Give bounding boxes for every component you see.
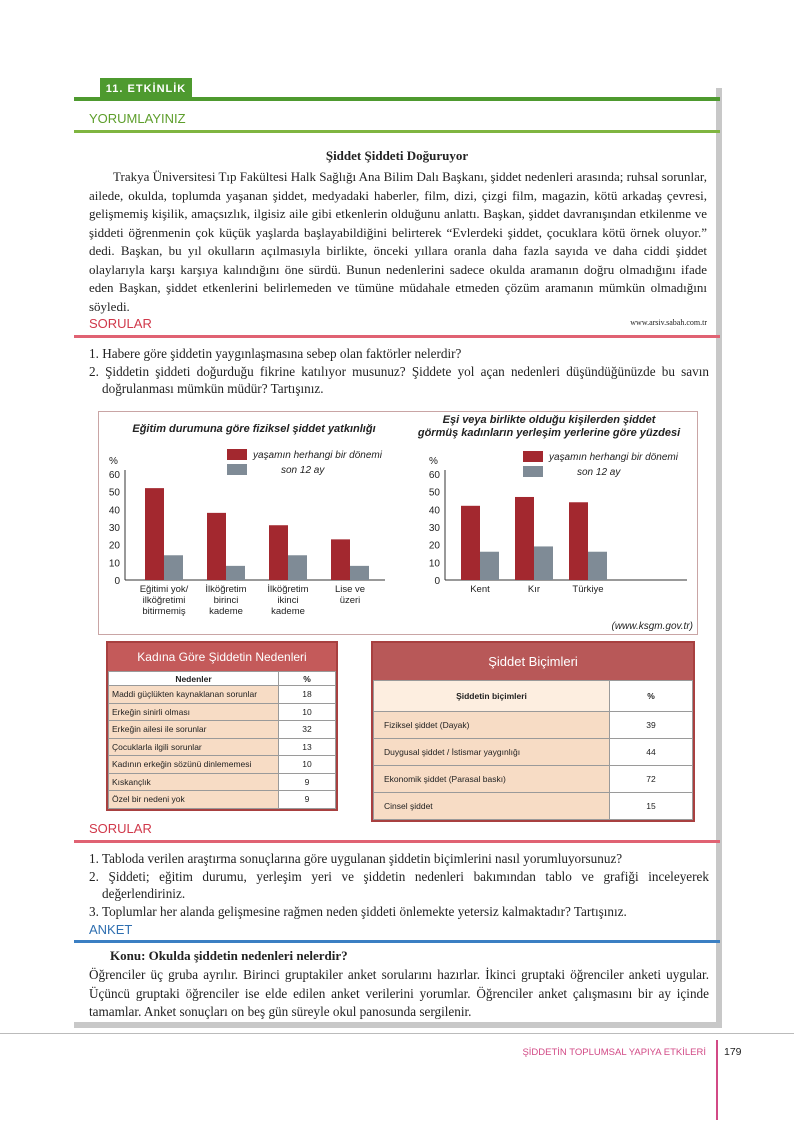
bar bbox=[350, 566, 369, 580]
cause-value: 9 bbox=[279, 791, 336, 809]
table-row bbox=[374, 739, 693, 766]
x-tick-label: Eğitimi yok/ bbox=[139, 584, 189, 595]
section-questions-1-rule bbox=[74, 335, 720, 338]
table-row bbox=[109, 791, 336, 809]
cause-value: 32 bbox=[279, 721, 336, 739]
form-value: 39 bbox=[610, 712, 693, 739]
cause-value: 10 bbox=[279, 703, 336, 721]
section-interpret-rule bbox=[74, 130, 720, 133]
bar bbox=[515, 497, 534, 580]
cause-value: 18 bbox=[279, 686, 336, 704]
question-list-1 bbox=[89, 345, 709, 398]
legend-label: yaşamın herhangi bir dönemi bbox=[549, 452, 678, 463]
x-tick-label: Lise ve bbox=[334, 584, 366, 595]
bar bbox=[226, 566, 245, 580]
chart-title: görmüş kadınların yerleşim yerlerine göre yüzdesi bbox=[417, 427, 681, 439]
forms-header-type: Şiddetin biçimleri bbox=[374, 681, 610, 712]
question-item: 1. Habere göre şiddetin yaygınlaşmasına sebep olan faktörler nelerdir? bbox=[89, 346, 462, 361]
table-row bbox=[109, 721, 336, 739]
form-value: 44 bbox=[610, 739, 693, 766]
forms-header-percent: % bbox=[610, 681, 693, 712]
legend-label: yaşamın herhangi bir dönemi bbox=[253, 450, 382, 461]
x-tick-label: ilköğretimi bbox=[142, 595, 186, 606]
section-questions-1: SORULAR bbox=[89, 316, 152, 331]
causes-header-reason: Nedenler bbox=[109, 672, 279, 686]
section-questions-2-rule bbox=[74, 840, 720, 843]
chart-title: Eşi veya birlikte olduğu kişilerden şiddet bbox=[442, 414, 656, 426]
bar bbox=[569, 502, 588, 580]
x-tick-label: İlköğretim bbox=[205, 584, 247, 595]
table-row bbox=[109, 756, 336, 774]
form-label: Ekonomik şiddet (Parasal baskı) bbox=[374, 766, 610, 793]
x-tick-label: Kent bbox=[470, 584, 490, 595]
activity-tab: 11. ETKİNLİK bbox=[100, 78, 192, 99]
x-tick-label: birinci bbox=[213, 595, 239, 606]
x-tick-label: ikinci bbox=[277, 595, 299, 606]
legend-swatch bbox=[227, 449, 247, 460]
x-tick-label: kademe bbox=[271, 606, 305, 617]
cause-value: 10 bbox=[279, 756, 336, 774]
bar bbox=[461, 506, 480, 580]
footer-chapter: ŞİDDETİN TOPLUMSAL YAPIYA ETKİLERİ bbox=[522, 1047, 706, 1058]
bar bbox=[145, 488, 164, 580]
table-row bbox=[374, 793, 693, 820]
legend-swatch bbox=[523, 451, 543, 462]
y-tick-label: 50 bbox=[428, 487, 440, 499]
footer-divider bbox=[716, 1040, 718, 1120]
cause-label: Çocuklarla ilgili sorunlar bbox=[109, 738, 279, 756]
section-survey: ANKET bbox=[89, 922, 133, 937]
cause-value: 9 bbox=[279, 773, 336, 791]
cause-label: Erkeğin ailesi ile sorunlar bbox=[109, 721, 279, 739]
y-tick-label: 60 bbox=[108, 470, 120, 481]
y-tick-label: 0 bbox=[114, 576, 120, 587]
cause-value: 13 bbox=[279, 738, 336, 756]
y-tick-label: 50 bbox=[108, 487, 120, 499]
legend-swatch bbox=[523, 466, 543, 477]
table-row bbox=[109, 738, 336, 756]
y-tick-label: 10 bbox=[108, 558, 120, 570]
legend-label: son 12 ay bbox=[281, 465, 325, 476]
violence-forms-table bbox=[371, 641, 695, 822]
causes-table-title: Kadına Göre Şiddetin Nedenleri bbox=[108, 643, 336, 671]
y-tick-label: 10 bbox=[428, 558, 440, 570]
legend-swatch bbox=[227, 464, 247, 475]
section-questions-2: SORULAR bbox=[89, 821, 152, 836]
bar bbox=[269, 525, 288, 580]
bar bbox=[480, 552, 499, 580]
y-tick-label: 20 bbox=[108, 540, 120, 552]
y-tick-label: 20 bbox=[428, 540, 440, 552]
question-item: 2. Şiddeti; eğitim durumu, yerleşim yeri ve şiddetin nedenleri bakımından tablo ve grafiği inceleyerek değerlendiriniz. bbox=[89, 868, 709, 901]
question-item: 1. Tabloda verilen araştırma sonuçlarına göre uygulanan şiddetin biçimlerini nasıl yorumluyorsunuz? bbox=[89, 851, 623, 866]
table-row bbox=[109, 773, 336, 791]
bar bbox=[288, 555, 307, 580]
article-title: Şiddet Şiddeti Doğuruyor bbox=[325, 148, 469, 163]
survey-body: Öğrenciler üç gruba ayrılır. Birinci gruptakiler anket sorularını hazırlar. İkinci gruptaki öğrenciler anketi uygular. Üçüncü gruptaki öğrenciler ise elde edilen anket verilerini yorumlar. Öğrenciler anket çalışmasını bir ay içinde tamamlar. Anket sonuçları on beş gün süreyle okul panosunda sergilenir. bbox=[89, 967, 709, 1019]
section-interpret: YORUMLAYINIZ bbox=[89, 111, 186, 126]
y-tick-label: 0 bbox=[434, 576, 440, 587]
y-tick-label: 60 bbox=[428, 470, 440, 481]
x-tick-label: Türkiye bbox=[572, 584, 604, 595]
y-tick-label: 30 bbox=[428, 523, 440, 534]
chart-title: Eğitim durumuna göre fiziksel şiddet yatkınlığı bbox=[132, 423, 376, 435]
table-row bbox=[109, 703, 336, 721]
form-label: Cinsel şiddet bbox=[374, 793, 610, 820]
chart-source: (www.ksgm.gov.tr) bbox=[611, 621, 693, 632]
y-tick-label: 40 bbox=[428, 505, 440, 517]
causes-table bbox=[106, 641, 338, 811]
footer-rule bbox=[0, 1033, 794, 1034]
bar bbox=[534, 546, 553, 580]
y-tick-label: 40 bbox=[108, 505, 120, 517]
question-item: 3. Toplumlar her alanda gelişmesine rağmen neden şiddeti önlemekte yetersiz kalmaktadır? Tartışınız. bbox=[89, 903, 627, 919]
bar bbox=[331, 539, 350, 580]
x-tick-label: üzeri bbox=[339, 595, 361, 606]
charts-panel bbox=[98, 411, 698, 635]
table-row bbox=[374, 766, 693, 793]
bar bbox=[164, 555, 183, 580]
cause-label: Erkeğin sinirli olması bbox=[109, 703, 279, 721]
y-axis-label: % bbox=[109, 456, 118, 467]
form-label: Duygusal şiddet / İstismar yaygınlığı bbox=[374, 739, 610, 766]
article-body: Trakya Üniversitesi Tıp Fakültesi Halk Sağlığı Ana Bilim Dalı Başkanı, şiddet nedenleri arasında; ruhsal sorunlar, ailede, okulda, toplumda yaşanan şiddet, medyadaki haberler, film, dizi, çizgi film, magazin, kötü arkadaş çevresi, gelişmemiş kişilik, amaçsızlık, ilgisiz aile gibi etkenlerin olduğunu anlattı. Başkan, şiddet davranışından etkilenme ve şiddeti öğrenmenin çok küçük yaşlarda başlayabildiğini belirterek “Evlerdeki şiddet, çocuklara kötü örnek oluyor.” dedi. Başkan, bu yıl okulların açılmasıyla birlikte, önceki yıllara oranla daha fazla sayıda ve daha ciddi şiddet olaylarıyla karşı karşıya kalındığını öne sürdü. Bunun nedenlerini sadece okulda aramanın doğru olmadığını ifade eden Başkan, şiddet etkenlerini belirlemeden ve tümüne müdahale etmeden çözüm aramanın mümkün olmadığını söyledi. bbox=[89, 169, 707, 314]
question-list-2 bbox=[89, 850, 709, 920]
survey-topic: Konu: Okulda şiddetin nedenleri nelerdir? bbox=[110, 948, 348, 963]
x-tick-label: kademe bbox=[209, 606, 243, 617]
table-row bbox=[374, 712, 693, 739]
page-number: 179 bbox=[724, 1046, 742, 1058]
table-row bbox=[109, 686, 336, 704]
causes-header-percent: % bbox=[279, 672, 336, 686]
form-value: 15 bbox=[610, 793, 693, 820]
form-label: Fiziksel şiddet (Dayak) bbox=[374, 712, 610, 739]
y-tick-label: 30 bbox=[108, 523, 120, 534]
question-item: 2. Şiddetin şiddeti doğurduğu fikrine katılıyor musunuz? Şiddete yol açan nedenleri düşündüğünüzde bu savın doğrulanması mümkün müdür? Tartışınız. bbox=[89, 363, 709, 396]
bar bbox=[207, 513, 226, 580]
x-tick-label: bitirmemiş bbox=[142, 606, 186, 617]
form-value: 72 bbox=[610, 766, 693, 793]
article-source: www.arsiv.sabah.com.tr bbox=[630, 318, 707, 327]
legend-label: son 12 ay bbox=[577, 467, 621, 478]
charts-svg bbox=[99, 412, 699, 636]
cause-label: Kıskançlık bbox=[109, 773, 279, 791]
cause-label: Özel bir nedeni yok bbox=[109, 791, 279, 809]
cause-label: Kadının erkeğin sözünü dinlememesi bbox=[109, 756, 279, 774]
x-tick-label: Kır bbox=[527, 584, 541, 595]
forms-table-title: Şiddet Biçimleri bbox=[373, 643, 693, 680]
y-axis-label: % bbox=[429, 456, 438, 467]
x-tick-label: İlköğretim bbox=[267, 584, 309, 595]
cause-label: Maddi güçlükten kaynaklanan sorunlar bbox=[109, 686, 279, 704]
section-survey-rule bbox=[74, 940, 720, 943]
bar bbox=[588, 552, 607, 580]
